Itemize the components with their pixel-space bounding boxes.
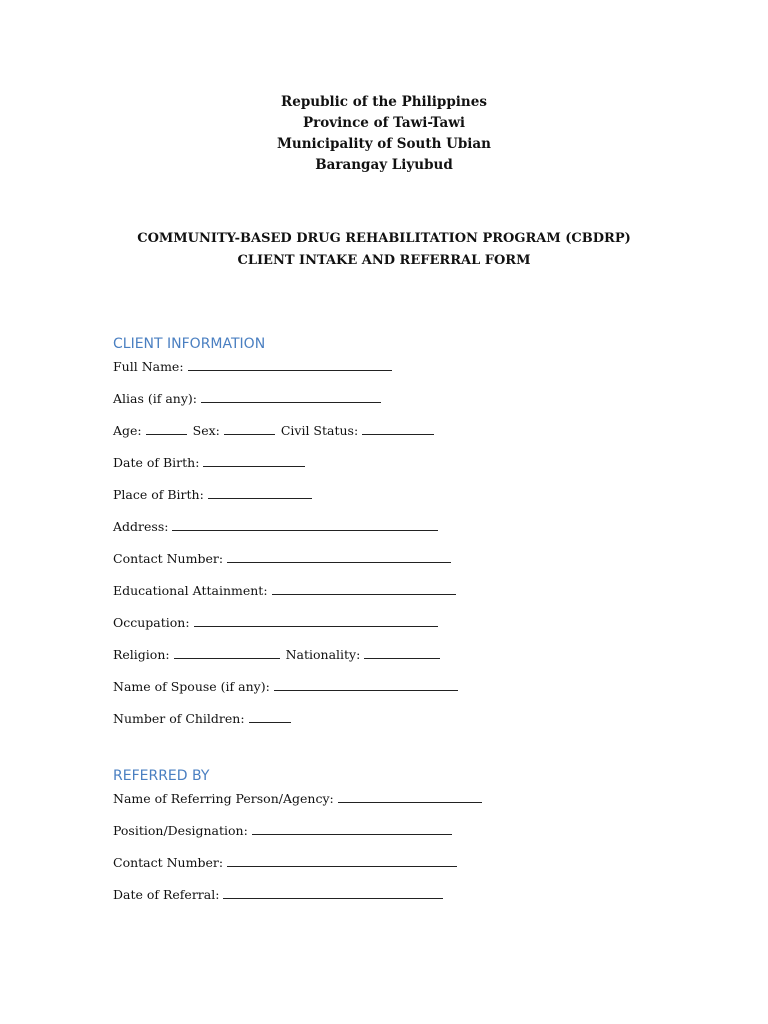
form-title (0, 228, 768, 271)
pob-label: Place of Birth: (113, 487, 204, 502)
header-municipality: Municipality of South Ubian (276, 136, 491, 152)
occupation-input-line[interactable] (194, 615, 438, 627)
referrer-contact-input-line[interactable] (227, 855, 457, 867)
education-input-line[interactable] (272, 583, 456, 595)
client-information-heading: CLIENT INFORMATION (113, 336, 266, 352)
referrer-contact-label: Contact Number: (113, 855, 224, 870)
referred-by-heading: REFERRED BY (113, 768, 210, 784)
spouse-input-line[interactable] (274, 679, 458, 691)
children-label: Number of Children: (113, 711, 245, 726)
position-label: Position/Designation: (113, 823, 248, 838)
spouse-label: Name of Spouse (if any): (113, 679, 270, 694)
address-field (113, 519, 438, 535)
document-header (0, 92, 768, 176)
dob-label: Date of Birth: (113, 455, 200, 470)
full-name-label: Full Name: (113, 359, 184, 374)
program-title: COMMUNITY-BASED DRUG REHABILITATION PROGRAM (CBDRP) (137, 231, 631, 246)
contact-number-label: Contact Number: (113, 551, 224, 566)
civil-status-input-line[interactable] (362, 423, 434, 435)
nationality-label: Nationality: (285, 647, 361, 662)
age-label: Age: (113, 423, 142, 438)
referrer-contact-field (113, 855, 457, 871)
referrer-field (113, 791, 482, 807)
header-republic: Republic of the Philippines (281, 94, 487, 110)
pob-input-line[interactable] (208, 487, 312, 499)
address-input-line[interactable] (172, 519, 438, 531)
religion-nationality-field (113, 647, 440, 663)
address-label: Address: (113, 519, 169, 534)
referral-date-field (113, 887, 443, 903)
contact-number-field (113, 551, 451, 567)
age-sex-civil-field (113, 423, 434, 439)
spouse-field (113, 679, 458, 695)
position-input-line[interactable] (252, 823, 452, 835)
contact-number-input-line[interactable] (227, 551, 451, 563)
religion-input-line[interactable] (174, 647, 280, 659)
header-barangay: Barangay Liyubud (315, 157, 453, 173)
occupation-field (113, 615, 438, 631)
referral-date-label: Date of Referral: (113, 887, 220, 902)
education-field (113, 583, 456, 599)
alias-field (113, 391, 381, 407)
sex-label: Sex: (192, 423, 220, 438)
position-field (113, 823, 452, 839)
dob-field (113, 455, 305, 471)
full-name-field (113, 359, 392, 375)
civil-status-label: Civil Status: (280, 423, 359, 438)
pob-field (113, 487, 312, 503)
education-label: Educational Attainment: (113, 583, 268, 598)
alias-label: Alias (if any): (113, 391, 197, 406)
religion-label: Religion: (113, 647, 170, 662)
children-input-line[interactable] (249, 711, 291, 723)
referrer-label: Name of Referring Person/Agency: (113, 791, 334, 806)
sex-input-line[interactable] (224, 423, 275, 435)
referral-date-input-line[interactable] (223, 887, 443, 899)
dob-input-line[interactable] (203, 455, 305, 467)
referrer-input-line[interactable] (338, 791, 482, 803)
nationality-input-line[interactable] (364, 647, 440, 659)
age-input-line[interactable] (146, 423, 187, 435)
children-field (113, 711, 291, 727)
form-subtitle: CLIENT INTAKE AND REFERRAL FORM (237, 252, 531, 268)
header-province: Province of Tawi-Tawi (303, 115, 465, 131)
occupation-label: Occupation: (113, 615, 190, 630)
alias-input-line[interactable] (201, 391, 381, 403)
full-name-input-line[interactable] (188, 359, 392, 371)
